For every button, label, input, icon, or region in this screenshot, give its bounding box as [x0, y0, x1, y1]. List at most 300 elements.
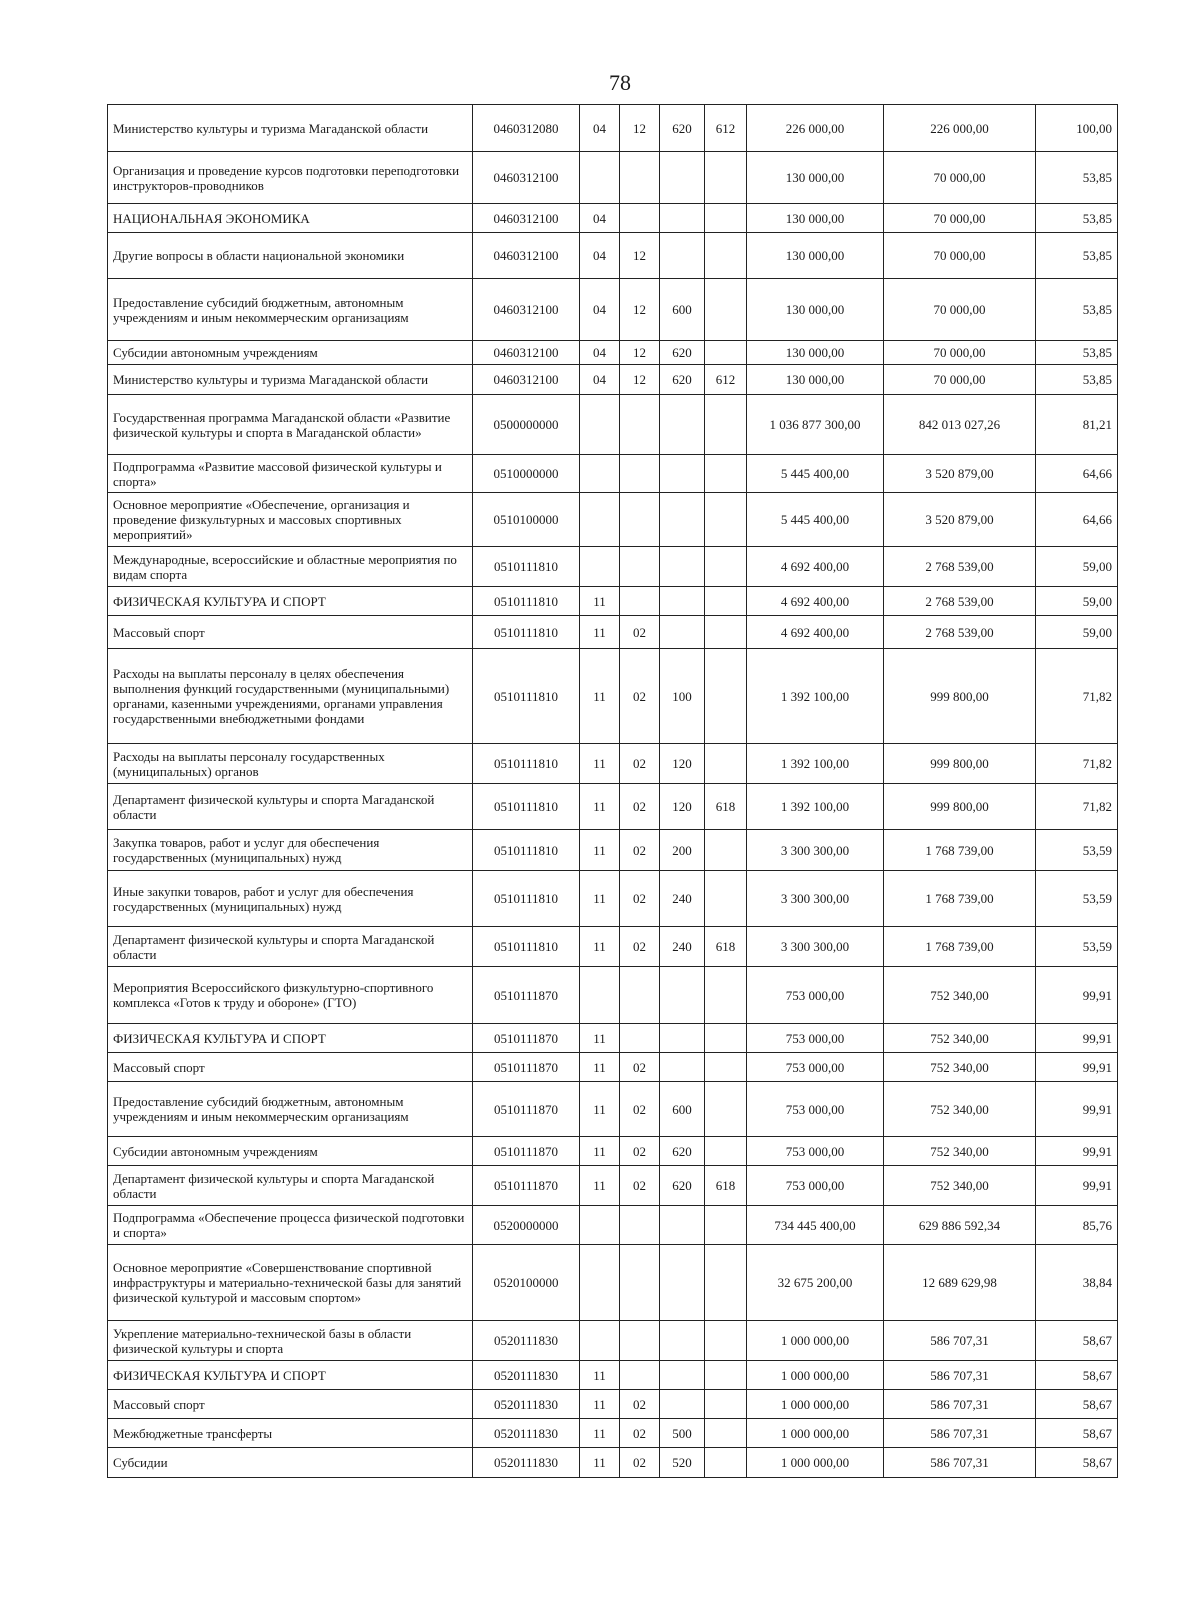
section-cell: 11 [580, 616, 620, 649]
row-name-cell: Массовый спорт [108, 1053, 473, 1082]
row-name-cell: Субсидии автономным учреждениям [108, 341, 473, 365]
percent-cell: 71,82 [1036, 649, 1118, 744]
subsection-cell: 02 [620, 1448, 660, 1478]
target-code-cell: 0510000000 [473, 455, 580, 493]
row-name-cell: Мероприятия Всероссийского физкультурно-спортивного комплекса «Готов к труду и обороне» (ГТО) [108, 967, 473, 1024]
expense-type-cell [660, 1321, 705, 1361]
planned-amount-cell: 753 000,00 [747, 1166, 884, 1206]
actual-amount-cell: 70 000,00 [884, 204, 1036, 233]
section-cell: 04 [580, 341, 620, 365]
target-code-cell: 0520100000 [473, 1245, 580, 1321]
expense-type-cell [660, 455, 705, 493]
target-code-cell: 0510111810 [473, 830, 580, 871]
planned-amount-cell: 4 692 400,00 [747, 616, 884, 649]
expense-type-cell: 620 [660, 341, 705, 365]
subsection-cell: 02 [620, 1390, 660, 1419]
actual-amount-cell: 586 707,31 [884, 1361, 1036, 1390]
section-cell: 11 [580, 1053, 620, 1082]
target-code-cell: 0510111810 [473, 871, 580, 927]
actual-amount-cell: 226 000,00 [884, 105, 1036, 152]
table-row [108, 395, 1118, 455]
actual-amount-cell: 3 520 879,00 [884, 455, 1036, 493]
subsection-cell: 02 [620, 1082, 660, 1137]
table-row [108, 493, 1118, 547]
actual-amount-cell: 70 000,00 [884, 365, 1036, 395]
target-code-cell: 0520111830 [473, 1321, 580, 1361]
percent-cell: 53,59 [1036, 927, 1118, 967]
section-cell [580, 1245, 620, 1321]
actual-amount-cell: 2 768 539,00 [884, 616, 1036, 649]
table-row [108, 547, 1118, 587]
row-name-cell: Укрепление материально-технической базы в области физической культуры и спорта [108, 1321, 473, 1361]
subsection-cell [620, 967, 660, 1024]
actual-amount-cell: 3 520 879,00 [884, 493, 1036, 547]
subsection-cell: 02 [620, 1166, 660, 1206]
section-cell: 11 [580, 830, 620, 871]
target-code-cell: 0520000000 [473, 1206, 580, 1245]
planned-amount-cell: 130 000,00 [747, 279, 884, 341]
section-cell: 11 [580, 871, 620, 927]
actual-amount-cell: 70 000,00 [884, 233, 1036, 279]
target-code-cell: 0460312100 [473, 279, 580, 341]
planned-amount-cell: 1 000 000,00 [747, 1419, 884, 1448]
section-cell: 11 [580, 1166, 620, 1206]
row-name-cell: Субсидии автономным учреждениям [108, 1137, 473, 1166]
target-code-cell: 0460312080 [473, 105, 580, 152]
section-cell: 11 [580, 1024, 620, 1053]
subsection-cell [620, 493, 660, 547]
subsection-cell: 02 [620, 1053, 660, 1082]
table-body [108, 105, 1118, 1478]
table-row [108, 784, 1118, 830]
administrator-cell [705, 1206, 747, 1245]
expense-type-cell: 600 [660, 279, 705, 341]
expense-type-cell [660, 1206, 705, 1245]
planned-amount-cell: 753 000,00 [747, 967, 884, 1024]
planned-amount-cell: 3 300 300,00 [747, 830, 884, 871]
table-row [108, 204, 1118, 233]
table-row [108, 1137, 1118, 1166]
actual-amount-cell: 70 000,00 [884, 152, 1036, 204]
target-code-cell: 0520111830 [473, 1448, 580, 1478]
row-name-cell: Департамент физической культуры и спорта Магаданской области [108, 927, 473, 967]
subsection-cell: 02 [620, 830, 660, 871]
row-name-cell: Массовый спорт [108, 1390, 473, 1419]
actual-amount-cell: 752 340,00 [884, 1166, 1036, 1206]
subsection-cell: 02 [620, 1419, 660, 1448]
percent-cell: 71,82 [1036, 784, 1118, 830]
target-code-cell: 0520111830 [473, 1390, 580, 1419]
planned-amount-cell: 1 392 100,00 [747, 784, 884, 830]
administrator-cell [705, 1245, 747, 1321]
section-cell [580, 152, 620, 204]
subsection-cell [620, 395, 660, 455]
subsection-cell [620, 455, 660, 493]
percent-cell: 59,00 [1036, 616, 1118, 649]
target-code-cell: 0510111810 [473, 784, 580, 830]
percent-cell: 81,21 [1036, 395, 1118, 455]
expense-type-cell: 520 [660, 1448, 705, 1478]
table-row [108, 1024, 1118, 1053]
planned-amount-cell: 753 000,00 [747, 1137, 884, 1166]
subsection-cell: 02 [620, 649, 660, 744]
expense-type-cell [660, 587, 705, 616]
actual-amount-cell: 586 707,31 [884, 1321, 1036, 1361]
actual-amount-cell: 70 000,00 [884, 279, 1036, 341]
row-name-cell: Основное мероприятие «Обеспечение, организация и проведение физкультурных и массовых спортивных мероприятий» [108, 493, 473, 547]
row-name-cell: Подпрограмма «Обеспечение процесса физической подготовки и спорта» [108, 1206, 473, 1245]
subsection-cell: 02 [620, 1137, 660, 1166]
expense-type-cell [660, 493, 705, 547]
subsection-cell: 12 [620, 105, 660, 152]
section-cell: 04 [580, 105, 620, 152]
row-name-cell: Субсидии [108, 1448, 473, 1478]
row-name-cell: ФИЗИЧЕСКАЯ КУЛЬТУРА И СПОРТ [108, 1361, 473, 1390]
row-name-cell: Массовый спорт [108, 616, 473, 649]
row-name-cell: Другие вопросы в области национальной экономики [108, 233, 473, 279]
section-cell: 11 [580, 649, 620, 744]
planned-amount-cell: 1 036 877 300,00 [747, 395, 884, 455]
row-name-cell: Международные, всероссийские и областные мероприятия по видам спорта [108, 547, 473, 587]
actual-amount-cell: 1 768 739,00 [884, 830, 1036, 871]
percent-cell: 38,84 [1036, 1245, 1118, 1321]
section-cell [580, 1206, 620, 1245]
table-row [108, 830, 1118, 871]
administrator-cell [705, 279, 747, 341]
subsection-cell: 12 [620, 279, 660, 341]
administrator-cell [705, 744, 747, 784]
row-name-cell: Закупка товаров, работ и услуг для обеспечения государственных (муниципальных) нужд [108, 830, 473, 871]
subsection-cell: 12 [620, 341, 660, 365]
actual-amount-cell: 999 800,00 [884, 784, 1036, 830]
budget-table [107, 104, 1118, 1478]
administrator-cell [705, 455, 747, 493]
percent-cell: 64,66 [1036, 455, 1118, 493]
subsection-cell: 02 [620, 616, 660, 649]
section-cell: 11 [580, 744, 620, 784]
section-cell [580, 395, 620, 455]
percent-cell: 99,91 [1036, 1082, 1118, 1137]
planned-amount-cell: 753 000,00 [747, 1024, 884, 1053]
table-row [108, 616, 1118, 649]
table-row [108, 1419, 1118, 1448]
expense-type-cell [660, 233, 705, 279]
target-code-cell: 0510111810 [473, 927, 580, 967]
row-name-cell: НАЦИОНАЛЬНАЯ ЭКОНОМИКА [108, 204, 473, 233]
planned-amount-cell: 1 392 100,00 [747, 744, 884, 784]
section-cell: 04 [580, 279, 620, 341]
target-code-cell: 0460312100 [473, 341, 580, 365]
planned-amount-cell: 130 000,00 [747, 233, 884, 279]
expense-type-cell [660, 967, 705, 1024]
row-name-cell: Межбюджетные трансферты [108, 1419, 473, 1448]
expense-type-cell: 100 [660, 649, 705, 744]
subsection-cell: 02 [620, 744, 660, 784]
actual-amount-cell: 2 768 539,00 [884, 587, 1036, 616]
target-code-cell: 0510111810 [473, 649, 580, 744]
table-row [108, 587, 1118, 616]
target-code-cell: 0510111810 [473, 587, 580, 616]
row-name-cell: Подпрограмма «Развитие массовой физической культуры и спорта» [108, 455, 473, 493]
administrator-cell [705, 1419, 747, 1448]
planned-amount-cell: 1 000 000,00 [747, 1321, 884, 1361]
table-row [108, 233, 1118, 279]
administrator-cell [705, 493, 747, 547]
section-cell: 11 [580, 1448, 620, 1478]
administrator-cell: 618 [705, 784, 747, 830]
expense-type-cell: 120 [660, 784, 705, 830]
expense-type-cell: 500 [660, 1419, 705, 1448]
expense-type-cell: 600 [660, 1082, 705, 1137]
row-name-cell: Предоставление субсидий бюджетным, автономным учреждениям и иным некоммерческим организациям [108, 279, 473, 341]
actual-amount-cell: 842 013 027,26 [884, 395, 1036, 455]
row-name-cell: Государственная программа Магаданской области «Развитие физической культуры и спорта в Магаданской области» [108, 395, 473, 455]
planned-amount-cell: 734 445 400,00 [747, 1206, 884, 1245]
target-code-cell: 0510111810 [473, 547, 580, 587]
administrator-cell [705, 967, 747, 1024]
planned-amount-cell: 5 445 400,00 [747, 493, 884, 547]
table-row [108, 1245, 1118, 1321]
expense-type-cell [660, 1245, 705, 1321]
percent-cell: 53,85 [1036, 365, 1118, 395]
row-name-cell: Департамент физической культуры и спорта Магаданской области [108, 1166, 473, 1206]
percent-cell: 53,59 [1036, 830, 1118, 871]
target-code-cell: 0510111870 [473, 1082, 580, 1137]
expense-type-cell: 620 [660, 105, 705, 152]
actual-amount-cell: 586 707,31 [884, 1448, 1036, 1478]
row-name-cell: Департамент физической культуры и спорта Магаданской области [108, 784, 473, 830]
table-row [108, 744, 1118, 784]
subsection-cell [620, 1245, 660, 1321]
administrator-cell [705, 204, 747, 233]
subsection-cell: 02 [620, 927, 660, 967]
table-row [108, 1166, 1118, 1206]
row-name-cell: Организация и проведение курсов подготовки переподготовки инструкторов-проводников [108, 152, 473, 204]
target-code-cell: 0460312100 [473, 365, 580, 395]
expense-type-cell [660, 1361, 705, 1390]
planned-amount-cell: 1 000 000,00 [747, 1390, 884, 1419]
planned-amount-cell: 3 300 300,00 [747, 871, 884, 927]
expense-type-cell [660, 1053, 705, 1082]
target-code-cell: 0460312100 [473, 152, 580, 204]
row-name-cell: ФИЗИЧЕСКАЯ КУЛЬТУРА И СПОРТ [108, 1024, 473, 1053]
row-name-cell: Министерство культуры и туризма Магаданской области [108, 105, 473, 152]
row-name-cell: ФИЗИЧЕСКАЯ КУЛЬТУРА И СПОРТ [108, 587, 473, 616]
table-row [108, 455, 1118, 493]
target-code-cell: 0510111870 [473, 1137, 580, 1166]
administrator-cell [705, 1321, 747, 1361]
target-code-cell: 0520111830 [473, 1361, 580, 1390]
section-cell: 11 [580, 1390, 620, 1419]
percent-cell: 59,00 [1036, 547, 1118, 587]
subsection-cell [620, 547, 660, 587]
administrator-cell [705, 341, 747, 365]
administrator-cell [705, 152, 747, 204]
subsection-cell: 12 [620, 365, 660, 395]
planned-amount-cell: 4 692 400,00 [747, 587, 884, 616]
percent-cell: 99,91 [1036, 1166, 1118, 1206]
expense-type-cell: 120 [660, 744, 705, 784]
row-name-cell: Министерство культуры и туризма Магаданской области [108, 365, 473, 395]
administrator-cell [705, 587, 747, 616]
planned-amount-cell: 130 000,00 [747, 341, 884, 365]
percent-cell: 58,67 [1036, 1448, 1118, 1478]
expense-type-cell [660, 395, 705, 455]
target-code-cell: 0510111870 [473, 1166, 580, 1206]
section-cell: 11 [580, 1361, 620, 1390]
actual-amount-cell: 586 707,31 [884, 1419, 1036, 1448]
table-row [108, 279, 1118, 341]
actual-amount-cell: 752 340,00 [884, 1137, 1036, 1166]
planned-amount-cell: 5 445 400,00 [747, 455, 884, 493]
table-row [108, 871, 1118, 927]
subsection-cell: 02 [620, 784, 660, 830]
target-code-cell: 0510111870 [473, 967, 580, 1024]
table-row [108, 1448, 1118, 1478]
planned-amount-cell: 130 000,00 [747, 365, 884, 395]
planned-amount-cell: 753 000,00 [747, 1053, 884, 1082]
planned-amount-cell: 130 000,00 [747, 152, 884, 204]
actual-amount-cell: 2 768 539,00 [884, 547, 1036, 587]
planned-amount-cell: 32 675 200,00 [747, 1245, 884, 1321]
percent-cell: 53,59 [1036, 871, 1118, 927]
administrator-cell [705, 395, 747, 455]
subsection-cell [620, 204, 660, 233]
section-cell: 11 [580, 1419, 620, 1448]
section-cell: 04 [580, 204, 620, 233]
actual-amount-cell: 999 800,00 [884, 649, 1036, 744]
administrator-cell [705, 871, 747, 927]
percent-cell: 58,67 [1036, 1321, 1118, 1361]
expense-type-cell: 240 [660, 927, 705, 967]
percent-cell: 53,85 [1036, 233, 1118, 279]
percent-cell: 99,91 [1036, 1053, 1118, 1082]
administrator-cell [705, 1082, 747, 1137]
administrator-cell: 612 [705, 365, 747, 395]
section-cell: 11 [580, 784, 620, 830]
percent-cell: 53,85 [1036, 152, 1118, 204]
expense-type-cell: 240 [660, 871, 705, 927]
table-row [108, 967, 1118, 1024]
percent-cell: 59,00 [1036, 587, 1118, 616]
administrator-cell [705, 830, 747, 871]
table-row [108, 341, 1118, 365]
planned-amount-cell: 1 392 100,00 [747, 649, 884, 744]
planned-amount-cell: 1 000 000,00 [747, 1361, 884, 1390]
actual-amount-cell: 12 689 629,98 [884, 1245, 1036, 1321]
percent-cell: 85,76 [1036, 1206, 1118, 1245]
subsection-cell [620, 152, 660, 204]
percent-cell: 99,91 [1036, 1024, 1118, 1053]
section-cell [580, 547, 620, 587]
target-code-cell: 0510111810 [473, 744, 580, 784]
planned-amount-cell: 226 000,00 [747, 105, 884, 152]
actual-amount-cell: 752 340,00 [884, 1053, 1036, 1082]
table-row [108, 1082, 1118, 1137]
actual-amount-cell: 999 800,00 [884, 744, 1036, 784]
row-name-cell: Расходы на выплаты персоналу в целях обеспечения выполнения функций государственными (муниципальными) органами, казенными учреждениями, органами управления государственными внебюджетными фондами [108, 649, 473, 744]
section-cell: 04 [580, 365, 620, 395]
section-cell: 11 [580, 587, 620, 616]
percent-cell: 53,85 [1036, 204, 1118, 233]
percent-cell: 99,91 [1036, 967, 1118, 1024]
actual-amount-cell: 752 340,00 [884, 1082, 1036, 1137]
subsection-cell [620, 1024, 660, 1053]
table-row [108, 1361, 1118, 1390]
actual-amount-cell: 629 886 592,34 [884, 1206, 1036, 1245]
percent-cell: 58,67 [1036, 1361, 1118, 1390]
administrator-cell: 618 [705, 927, 747, 967]
expense-type-cell [660, 1024, 705, 1053]
actual-amount-cell: 586 707,31 [884, 1390, 1036, 1419]
target-code-cell: 0510100000 [473, 493, 580, 547]
administrator-cell: 618 [705, 1166, 747, 1206]
planned-amount-cell: 753 000,00 [747, 1082, 884, 1137]
administrator-cell [705, 1137, 747, 1166]
target-code-cell: 0500000000 [473, 395, 580, 455]
actual-amount-cell: 1 768 739,00 [884, 927, 1036, 967]
percent-cell: 64,66 [1036, 493, 1118, 547]
target-code-cell: 0510111870 [473, 1053, 580, 1082]
target-code-cell: 0510111810 [473, 616, 580, 649]
percent-cell: 58,67 [1036, 1390, 1118, 1419]
planned-amount-cell: 4 692 400,00 [747, 547, 884, 587]
table-row [108, 152, 1118, 204]
row-name-cell: Предоставление субсидий бюджетным, автономным учреждениям и иным некоммерческим организациям [108, 1082, 473, 1137]
section-cell [580, 455, 620, 493]
table-row [108, 105, 1118, 152]
section-cell [580, 967, 620, 1024]
target-code-cell: 0510111870 [473, 1024, 580, 1053]
expense-type-cell [660, 616, 705, 649]
section-cell [580, 493, 620, 547]
percent-cell: 100,00 [1036, 105, 1118, 152]
row-name-cell: Расходы на выплаты персоналу государственных (муниципальных) органов [108, 744, 473, 784]
administrator-cell [705, 547, 747, 587]
administrator-cell [705, 616, 747, 649]
expense-type-cell [660, 547, 705, 587]
subsection-cell: 02 [620, 871, 660, 927]
table-row [108, 1390, 1118, 1419]
administrator-cell [705, 1390, 747, 1419]
table-row [108, 1053, 1118, 1082]
administrator-cell [705, 1361, 747, 1390]
administrator-cell [705, 1448, 747, 1478]
section-cell: 04 [580, 233, 620, 279]
row-name-cell: Иные закупки товаров, работ и услуг для обеспечения государственных (муниципальных) нужд [108, 871, 473, 927]
section-cell: 11 [580, 927, 620, 967]
section-cell: 11 [580, 1137, 620, 1166]
actual-amount-cell: 1 768 739,00 [884, 871, 1036, 927]
percent-cell: 71,82 [1036, 744, 1118, 784]
target-code-cell: 0520111830 [473, 1419, 580, 1448]
administrator-cell [705, 233, 747, 279]
planned-amount-cell: 3 300 300,00 [747, 927, 884, 967]
section-cell: 11 [580, 1082, 620, 1137]
table-row [108, 927, 1118, 967]
administrator-cell [705, 649, 747, 744]
actual-amount-cell: 752 340,00 [884, 967, 1036, 1024]
percent-cell: 99,91 [1036, 1137, 1118, 1166]
actual-amount-cell: 70 000,00 [884, 341, 1036, 365]
expense-type-cell: 620 [660, 365, 705, 395]
row-name-cell: Основное мероприятие «Совершенствование спортивной инфраструктуры и материально-технической базы для занятий физической культурой и массовым спортом» [108, 1245, 473, 1321]
target-code-cell: 0460312100 [473, 233, 580, 279]
table-row [108, 365, 1118, 395]
subsection-cell [620, 1361, 660, 1390]
table-row [108, 1321, 1118, 1361]
subsection-cell [620, 587, 660, 616]
